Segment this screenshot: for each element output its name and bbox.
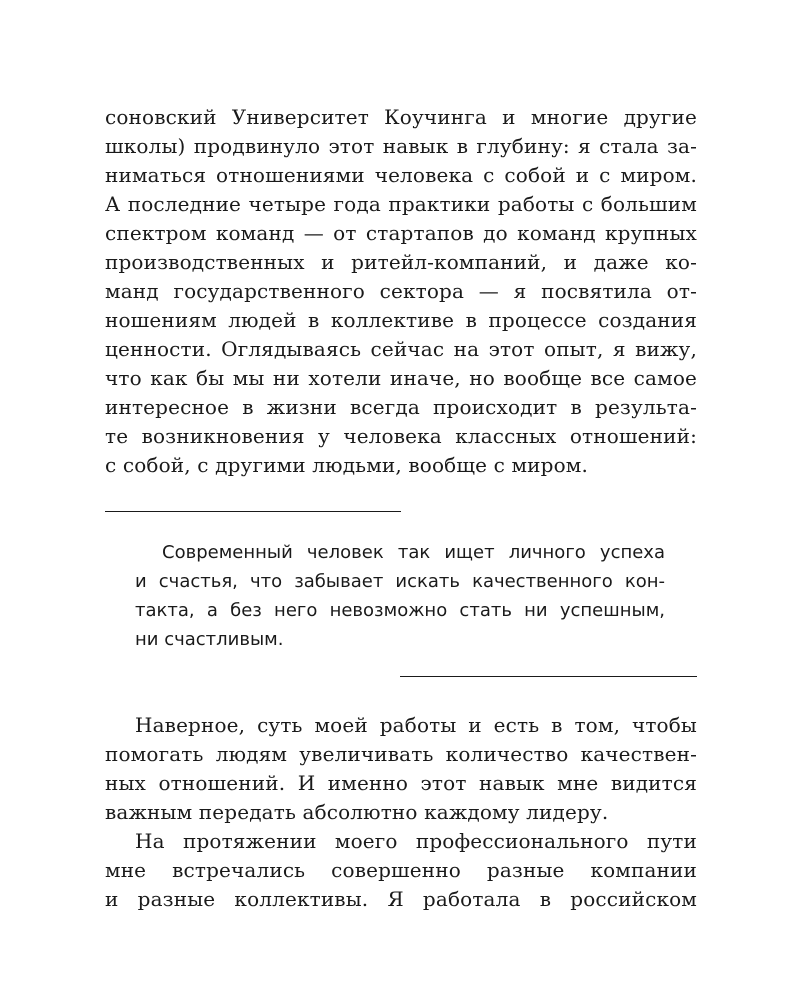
paragraph-line: На протяжении моего профессионального пути (135, 829, 697, 853)
quote-top-rule (105, 511, 401, 512)
quote-line: ни счастливым. (135, 629, 284, 650)
paragraph-line: и разные коллективы. Я работала в российском (105, 887, 697, 911)
paragraph-line: с собой, с другими людьми, вообще с миром. (105, 453, 589, 477)
paragraph-line: интересное в жизни всегда происходит в результа- (105, 395, 697, 419)
quote-line: такта, а без него невозможно стать ни успешным, (135, 600, 665, 621)
paragraph-line: что как бы мы ни хотели иначе, но вообще все самое (105, 366, 697, 390)
paragraph-line: производственных и ритейл-компаний, и даже ко- (105, 250, 697, 274)
paragraph-line: ниматься отношениями человека с собой и с миром. (105, 163, 697, 187)
paragraph-line: ношениям людей в коллективе в процессе создания (105, 308, 697, 332)
paragraph-line: ных отношений. И именно этот навык мне видится (105, 771, 697, 795)
quote-line: и счастья, что забывает искать качественного кон- (135, 571, 665, 592)
paragraph-line: помогать людям увеличивать количество качествен- (105, 742, 697, 766)
paragraph-line: соновский Университет Коучинга и многие другие (105, 105, 697, 129)
paragraph-line: А последние четыре года практики работы с большим (105, 192, 697, 216)
paragraph-line: ценности. Оглядываясь сейчас на этот опыт, я вижу, (105, 337, 697, 361)
paragraph-line: мне встречались совершенно разные компании (105, 858, 697, 882)
quote-line: Современный человек так ищет личного успеха (162, 542, 665, 563)
paragraph-line: манд государственного сектора — я посвятила от- (105, 279, 697, 303)
paragraph-line: Наверное, суть моей работы и есть в том, чтобы (135, 713, 697, 737)
paragraph-line: спектром команд — от стартапов до команд крупных (105, 221, 697, 245)
paragraph-line: важным передать абсолютно каждому лидеру. (105, 800, 609, 824)
paragraph-line: те возникновения у человека классных отношений: (105, 424, 697, 448)
quote-bottom-rule (400, 676, 697, 677)
paragraph-line: школы) продвинуло этот навык в глубину: я стала за- (105, 134, 697, 158)
